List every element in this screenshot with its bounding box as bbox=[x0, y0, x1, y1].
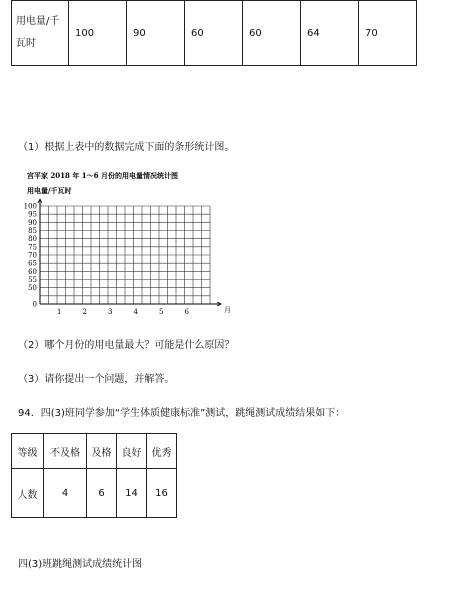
table-header-cell bbox=[12, 1, 69, 66]
y-tick-label: 95 bbox=[28, 210, 37, 219]
table-cell: 4 bbox=[44, 469, 87, 518]
question-2: （2）哪个月份的用电量最大？可能是什么原因？ bbox=[18, 340, 235, 351]
chart-title: 宫平家 2018 年 1～6 月份的用电量情况统计图 bbox=[27, 171, 178, 180]
question-94: 94．四(3)班同学参加“学生体质健康标准”测试，跳绳测试成绩结果如下： bbox=[18, 408, 346, 419]
x-tick-label: 3 bbox=[108, 308, 113, 316]
y-tick-label: 65 bbox=[28, 259, 37, 268]
table-row bbox=[12, 1, 417, 66]
y-axis-label: 用电量/千瓦时 bbox=[27, 186, 72, 195]
x-tick-label: 1 bbox=[57, 308, 62, 316]
y-tick-label: 85 bbox=[28, 227, 37, 235]
table-cell: 良好 bbox=[117, 434, 147, 469]
x-tick-label: 4 bbox=[133, 308, 138, 316]
y-tick-label: 55 bbox=[28, 276, 37, 284]
chart-caption: 四(3)班跳绳测试成绩统计图 bbox=[18, 559, 143, 570]
y-tick-label: 90 bbox=[28, 218, 37, 227]
table-cell: 16 bbox=[147, 469, 177, 518]
header-line-2: 瓦时 bbox=[16, 38, 36, 49]
question-1: （1）根据上表中的数据完成下面的条形统计图。 bbox=[18, 142, 235, 153]
x-tick-label: 6 bbox=[184, 308, 189, 316]
header-line-1: 用电量/千 bbox=[16, 16, 60, 27]
table-cell: 70 bbox=[359, 1, 417, 66]
table-cell: 90 bbox=[127, 1, 185, 66]
table-row bbox=[12, 469, 177, 518]
x-tick-label: 5 bbox=[159, 308, 164, 316]
table-cell: 等级 bbox=[12, 434, 44, 469]
y-tick-label: 80 bbox=[28, 235, 37, 244]
table-cell: 100 bbox=[69, 1, 127, 66]
jump-rope-table bbox=[11, 433, 177, 518]
table-row bbox=[12, 434, 177, 469]
table-cell: 6 bbox=[87, 469, 117, 518]
table-cell: 优秀 bbox=[147, 434, 177, 469]
x-axis-label: 月 bbox=[224, 306, 231, 314]
electricity-table bbox=[11, 0, 417, 66]
table-cell: 64 bbox=[301, 1, 359, 66]
y-tick-label: 70 bbox=[28, 251, 37, 260]
y-tick-label: 0 bbox=[32, 300, 37, 309]
y-tick-label: 60 bbox=[28, 267, 37, 276]
question-3: （3）请你提出一个问题，并解答。 bbox=[18, 374, 175, 385]
table-cell: 14 bbox=[117, 469, 147, 518]
x-tick-label: 2 bbox=[82, 308, 87, 316]
table-cell: 人数 bbox=[12, 469, 44, 518]
y-tick-label: 100 bbox=[23, 202, 37, 211]
bar-chart-grid bbox=[0, 165, 460, 320]
table-cell: 及格 bbox=[87, 434, 117, 469]
table-cell: 60 bbox=[185, 1, 243, 66]
y-tick-label: 75 bbox=[28, 243, 37, 252]
table-cell: 不及格 bbox=[44, 434, 87, 469]
table-cell: 60 bbox=[243, 1, 301, 66]
y-tick-label: 50 bbox=[28, 284, 37, 293]
